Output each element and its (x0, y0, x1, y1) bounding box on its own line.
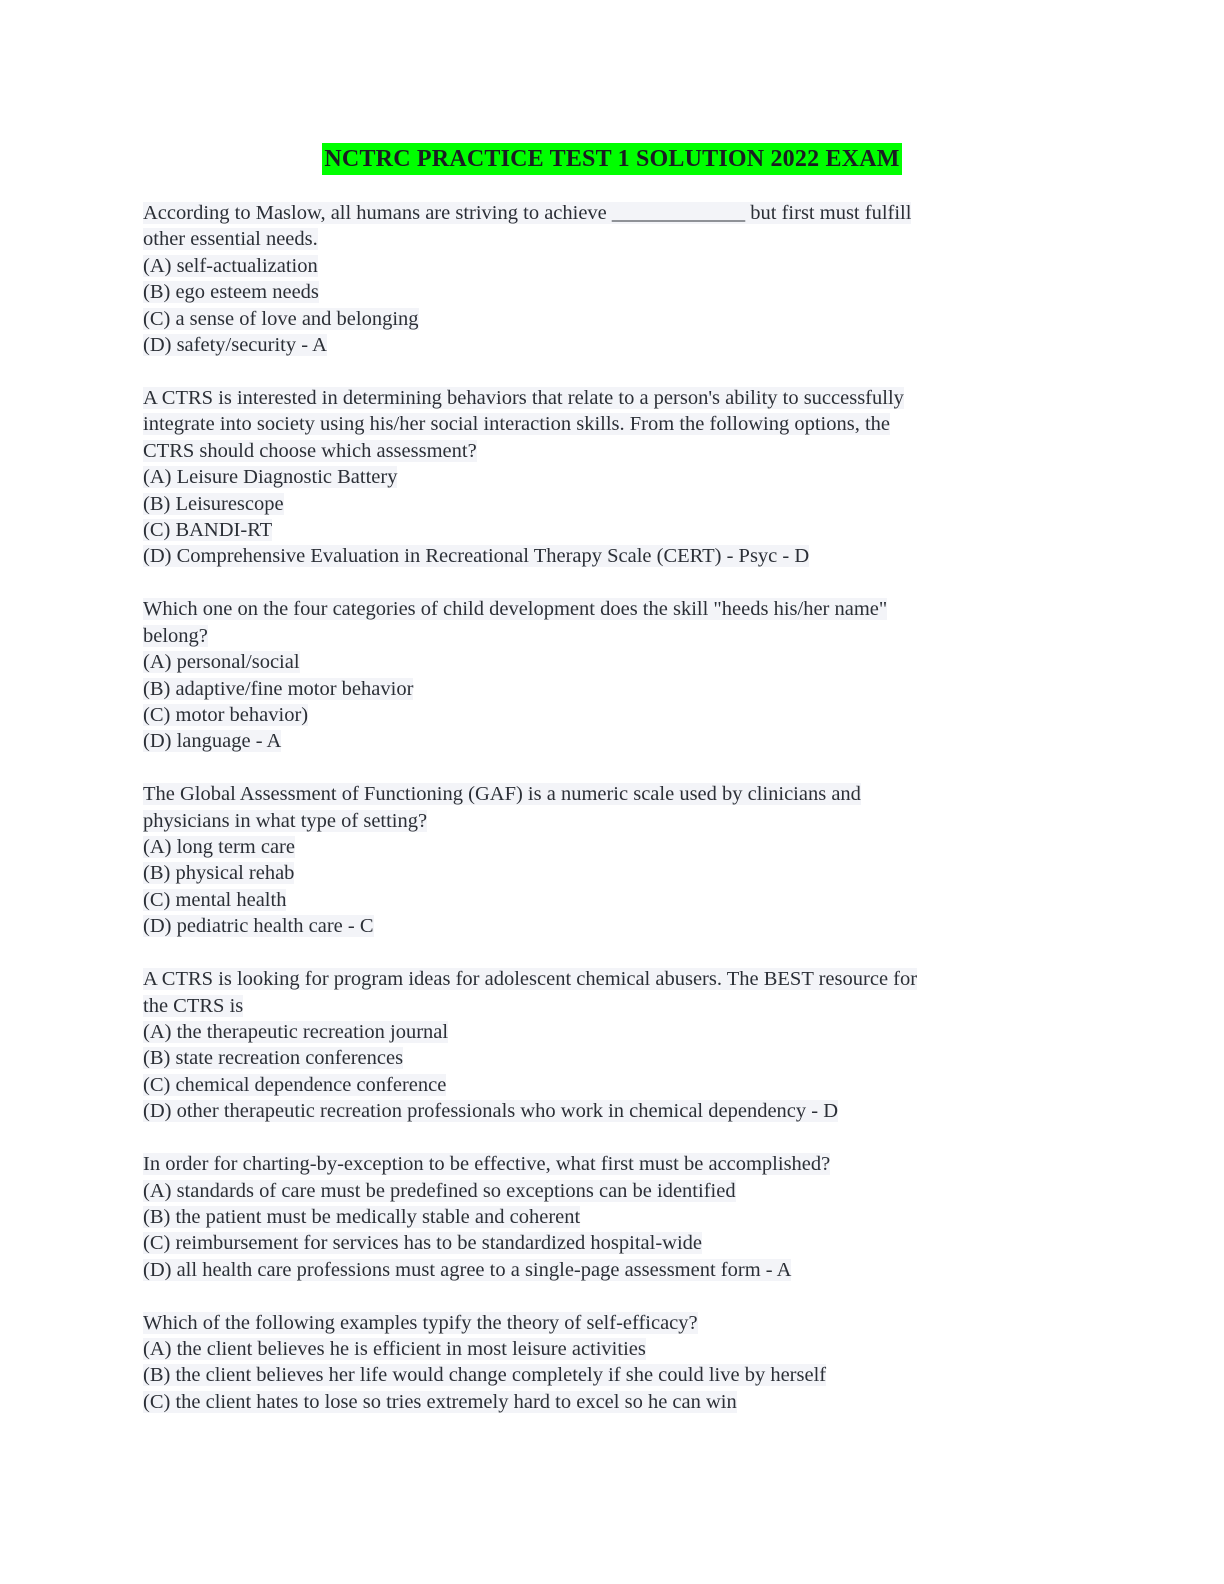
answer-option: (B) ego esteem needs (143, 281, 319, 304)
answer-option: (D) language - A (143, 730, 282, 753)
question-1 (143, 200, 1063, 358)
answer-option: (D) other therapeutic recreation professionals who work in chemical dependency - D (143, 1100, 839, 1123)
answer-option: (D) Comprehensive Evaluation in Recreational Therapy Scale (CERT) - Psyc - D (143, 545, 810, 568)
question-7 (143, 1310, 1063, 1416)
question-stem-line: integrate into society using his/her social interaction skills. From the following options, the (143, 413, 890, 436)
question-stem-line: Which of the following examples typify the theory of self-efficacy? (143, 1311, 698, 1334)
question-stem-line: The Global Assessment of Functioning (GAF) is a numeric scale used by clinicians and (143, 783, 861, 806)
question-3 (143, 596, 1063, 754)
question-stem-line: In order for charting-by-exception to be effective, what first must be accomplished? (143, 1153, 831, 1176)
question-2 (143, 385, 1063, 570)
answer-option: (C) mental health (143, 888, 287, 911)
answer-option: (A) the therapeutic recreation journal (143, 1020, 449, 1043)
question-stem-line: belong? (143, 624, 208, 647)
question-6 (143, 1151, 1063, 1283)
question-stem-line: A CTRS is looking for program ideas for adolescent chemical abusers. The BEST resource for (143, 968, 918, 991)
question-stem-line: A CTRS is interested in determining behaviors that relate to a person's ability to successfully (143, 386, 904, 409)
question-stem-line: Which one on the four categories of child development does the skill "heeds his/her name" (143, 598, 888, 621)
question-stem-line: According to Maslow, all humans are striving to achieve _____________ but first must fulfill (143, 202, 912, 224)
question-stem-line: physicians in what type of setting? (143, 809, 428, 832)
answer-option: (C) BANDI-RT (143, 518, 273, 541)
answer-option: (C) reimbursement for services has to be standardized hospital-wide (143, 1232, 703, 1255)
question-stem-line: the CTRS is (143, 994, 244, 1017)
document-title: NCTRC PRACTICE TEST 1 SOLUTION 2022 EXAM (322, 143, 901, 175)
answer-option: (D) all health care professions must agree to a single-page assessment form - A (143, 1258, 792, 1281)
answer-option: (B) adaptive/fine motor behavior (143, 677, 414, 700)
answer-option: (C) the client hates to lose so tries extremely hard to excel so he can win (143, 1390, 737, 1413)
answer-option: (C) motor behavior) (143, 703, 309, 726)
question-stem-line: CTRS should choose which assessment? (143, 439, 477, 462)
questions-list (143, 200, 1063, 1442)
answer-option: (A) the client believes he is efficient in most leisure activities (143, 1338, 646, 1361)
answer-option: (B) Leisurescope (143, 492, 284, 515)
question-stem-line: other essential needs. (143, 228, 318, 251)
question-5 (143, 966, 1063, 1124)
answer-option: (A) standards of care must be predefined so exceptions can be identified (143, 1179, 736, 1202)
answer-option: (C) chemical dependence conference (143, 1073, 447, 1096)
answer-option: (D) pediatric health care - C (143, 915, 374, 938)
answer-option: (D) safety/security - A (143, 334, 327, 357)
answer-option: (A) self-actualization (143, 254, 318, 277)
answer-option: (B) physical rehab (143, 862, 295, 885)
answer-option: (A) long term care (143, 836, 295, 859)
answer-option: (A) Leisure Diagnostic Battery (143, 466, 398, 489)
answer-option: (B) the client believes her life would change completely if she could live by herself (143, 1364, 827, 1387)
answer-option: (B) the patient must be medically stable and coherent (143, 1205, 581, 1228)
answer-option: (C) a sense of love and belonging (143, 307, 419, 330)
answer-option: (A) personal/social (143, 651, 300, 674)
title-wrapper (0, 143, 1224, 175)
answer-option: (B) state recreation conferences (143, 1047, 404, 1070)
question-4 (143, 781, 1063, 939)
